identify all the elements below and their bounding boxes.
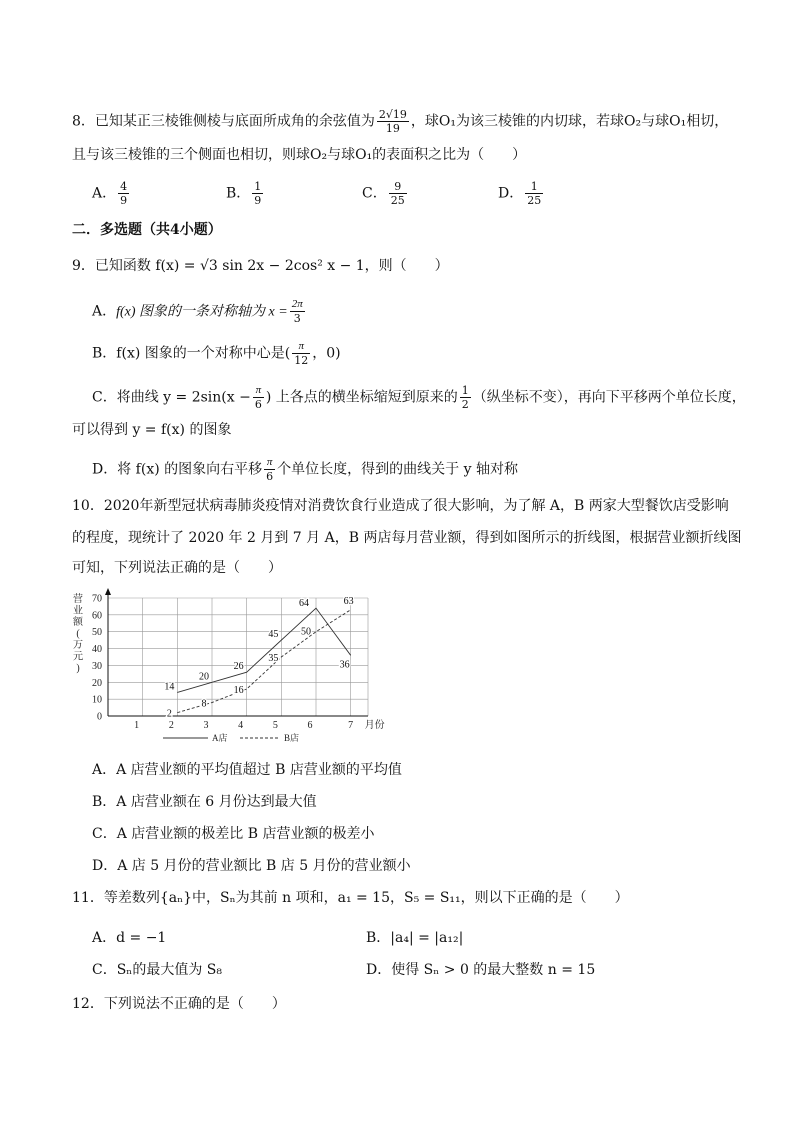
q8-stem-part1: 8．已知某正三棱锥侧棱与底面所成角的余弦值为 <box>72 113 375 130</box>
q12-stem: 12．下列说法不正确的是（ ） <box>72 996 286 1012</box>
q9-option-c-den1: 6 <box>254 398 262 411</box>
q8-option-c <box>362 180 409 207</box>
q9-option-c-num2: 1 <box>461 384 469 397</box>
y-axis-label-char: ) <box>76 663 80 674</box>
q9-option-c-text3: （纵坐标不变），再向下平移两个单位长度， <box>472 389 746 406</box>
x-tick-label: 3 <box>203 720 209 731</box>
q8-option-b-fraction <box>252 180 263 207</box>
y-tick-label: 20 <box>92 677 102 689</box>
y-axis-label <box>73 592 84 674</box>
section-heading: 二．多选题（共4小题） <box>72 222 222 238</box>
q11-option-b: B．|a₄| = |a₁₂| <box>366 930 464 946</box>
series-a-data-label: 26 <box>233 661 244 673</box>
q8-option-c-num: 9 <box>389 180 407 194</box>
q9-option-a-den: 3 <box>293 312 301 325</box>
q9-option-a-num: 2π <box>291 298 303 310</box>
series-b-data-label: 63 <box>343 595 354 607</box>
q9-option-a <box>92 298 307 325</box>
legend-b-label: B店 <box>284 733 300 743</box>
y-tick-label: 0 <box>97 711 102 723</box>
revenue-line-chart <box>68 588 388 748</box>
y-axis-label-char: 额 <box>73 617 83 628</box>
series-a-data-label: 45 <box>268 629 279 641</box>
x-tick-label: 2 <box>168 720 174 731</box>
y-axis-label-char: 元 <box>73 651 83 663</box>
series-b-data-label: 8 <box>201 698 207 710</box>
q9-option-d-num: π <box>264 456 275 470</box>
q8-option-b-den: 9 <box>254 194 262 207</box>
y-axis-label-char: 营 <box>73 594 83 605</box>
q9-option-b-text: f(x) 图象的一个对称中心是( <box>116 345 291 362</box>
q9-option-d-fraction <box>264 456 275 483</box>
x-axis-label: 月份 <box>364 720 385 731</box>
x-tick-label: 4 <box>238 720 244 731</box>
x-tick-label: 6 <box>307 720 313 731</box>
q9-stem: 9．已知函数 f(x) = √3 sin 2x − 2cos² x − 1，则（ ） <box>72 258 449 274</box>
x-tick-label: 5 <box>272 720 278 731</box>
q9-option-a-label: A． <box>92 303 117 320</box>
chart-series <box>164 596 353 720</box>
q8-cosine-fraction <box>377 108 409 135</box>
q11-option-c: C．Sₙ的最大值为 S₈ <box>92 962 223 978</box>
q10-option-c: C．A 店营业额的极差比 B 店营业额的极差小 <box>92 826 375 842</box>
q8-option-b-num: 1 <box>254 180 262 193</box>
q10-option-d: D．A 店 5 月份的营业额比 B 店 5 月份的营业额小 <box>92 858 411 874</box>
q8-option-d <box>498 180 545 207</box>
q8-option-d-label: D． <box>498 185 524 202</box>
q9-option-c-text1: C．将曲线 y = 2sin(x − <box>92 389 251 406</box>
q9-option-c-den2: 2 <box>461 398 469 411</box>
y-tick-label: 10 <box>92 694 102 706</box>
series-b-data-label: 2 <box>166 708 172 720</box>
q8-stem-line2: 且与该三棱锥的三个侧面也相切，则球O₂与球O₁的表面积之比为（ ） <box>72 147 527 163</box>
q8-option-a-label: A． <box>92 185 117 202</box>
q8-option-a-den: 9 <box>120 194 128 207</box>
q8-option-c-den: 25 <box>390 194 405 207</box>
series-a-data-label: 36 <box>339 659 350 671</box>
chart-legend <box>163 732 299 743</box>
q9-option-c-fraction1 <box>253 384 264 411</box>
q9-option-c-text2: ) 上各点的横坐标缩短到原来的 <box>265 389 458 406</box>
q9-option-d <box>92 456 518 483</box>
q8-stem-part2: ，球O₁为该三棱锥的内切球，若球O₂与球O₁相切， <box>410 113 729 130</box>
y-tick-label: 40 <box>92 644 102 656</box>
q8-stem-line1 <box>72 108 728 135</box>
q8-option-d-fraction <box>525 180 543 207</box>
y-axis-arrow-icon <box>105 588 111 595</box>
q9-option-d-text1: D．将 f(x) 的图象向右平移 <box>92 461 263 478</box>
y-tick-label: 70 <box>92 593 102 605</box>
q9-option-b-label: B． <box>92 345 117 362</box>
y-axis-label-char: ( <box>76 628 80 640</box>
q9-option-b-num: π <box>292 340 310 354</box>
q11-option-d: D．使得 Sₙ > 0 的最大整数 n = 15 <box>366 962 596 978</box>
q11-option-a: A．d = −1 <box>92 930 167 946</box>
series-b-line <box>177 610 350 713</box>
y-tick-label: 30 <box>92 660 102 672</box>
q8-option-a-num: 4 <box>120 180 128 193</box>
q9-option-c-line2: 可以得到 y = f(x) 的图象 <box>72 422 232 438</box>
q9-option-c-num1: π <box>253 384 264 398</box>
y-tick-label: 50 <box>92 627 102 639</box>
q9-option-c <box>92 384 746 411</box>
q8-frac-numerator: 2√19 <box>378 108 407 121</box>
q9-option-b-fraction <box>292 340 310 367</box>
q10-stem-line1: 10．2020年新型冠状病毒肺炎疫情对消费饮食行业造成了很大影响，为了解 A，B 两家大型餐饮店受影响 <box>72 498 729 514</box>
y-tick-label: 60 <box>92 610 102 622</box>
series-a-data-label: 14 <box>164 681 175 693</box>
legend-a-label: A店 <box>212 733 228 743</box>
chart-axes <box>105 588 368 716</box>
q8-option-d-den: 25 <box>527 194 542 207</box>
q9-option-d-text2: 个单位长度，得到的曲线关于 y 轴对称 <box>277 461 518 478</box>
series-b-data-label: 50 <box>301 626 311 638</box>
q9-option-c-fraction2 <box>460 384 471 411</box>
q10-stem-line2: 的程度，现统计了 2020 年 2 月到 7 月 A，B 两店每月营业额，得到如图所示的折线图，根据营业额折线图 <box>72 530 742 546</box>
q9-option-a-fraction <box>290 298 305 325</box>
chart-grid <box>108 595 368 716</box>
q8-option-d-num: 1 <box>525 180 543 194</box>
q10-option-b: B．A 店营业额在 6 月份达到最大值 <box>92 794 317 810</box>
q9-option-b-den: 12 <box>294 354 309 367</box>
q10-option-a: A．A 店营业额的平均值超过 B 店营业额的平均值 <box>92 762 402 778</box>
q8-option-b-label: B． <box>226 185 251 202</box>
q8-option-c-label: C． <box>362 185 387 202</box>
q8-option-b <box>226 180 265 207</box>
q8-frac-denominator: 19 <box>385 122 400 135</box>
q9-option-b <box>92 340 341 367</box>
y-axis-label-char: 业 <box>73 605 83 617</box>
y-axis-label-char: 万 <box>73 640 83 651</box>
q8-option-a-fraction <box>118 180 129 207</box>
x-tick-label: 7 <box>348 720 354 731</box>
series-b-data-label: 35 <box>268 653 279 664</box>
series-b-data-label: 16 <box>233 685 244 697</box>
q8-option-a <box>92 180 131 207</box>
x-tick-label: 1 <box>134 720 140 731</box>
q10-stem-line3: 可知，下列说法正确的是（ ） <box>72 560 282 576</box>
q8-option-c-fraction <box>389 180 407 207</box>
series-a-data-label: 20 <box>199 671 209 683</box>
q11-stem: 11．等差数列{aₙ}中，Sₙ为其前 n 项和，a₁ = 15，S₅ = S₁₁，则以下正确的是（ ） <box>72 890 629 906</box>
q9-option-b-tail: ，0) <box>312 345 341 362</box>
q9-option-d-den: 6 <box>266 470 274 483</box>
series-a-data-label: 64 <box>299 598 309 610</box>
q9-option-a-text: f(x) 图象的一条对称轴为 x = <box>116 304 288 320</box>
